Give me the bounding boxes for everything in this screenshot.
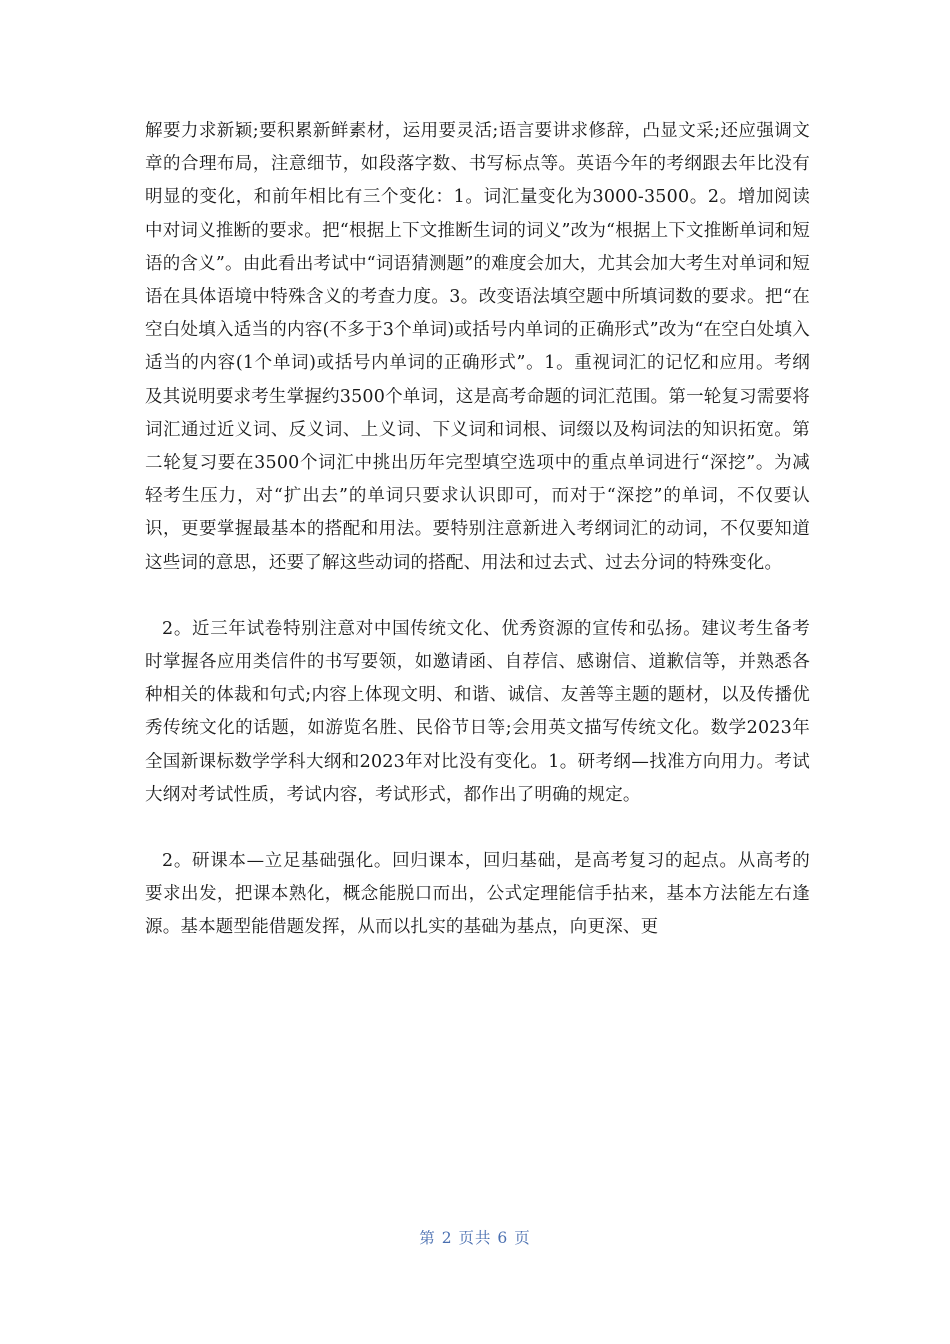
document-body [145,115,810,945]
paragraph: 解要力求新颖;要积累新鲜素材，运用要灵活;语言要讲求修辞，凸显文采;还应强调文章的合理布局，注意细节，如段落字数、书写标点等。英语今年的考纲跟去年比没有明显的变化，和前年相比有三个变化：1。词汇量变化为3000-3500。2。增加阅读中对词义推断的要求。把“根据上下文推断生词的词义”改为“根据上下文推断单词和短语的含义”。由此看出考试中“词语猜测题”的难度会加大，尤其会加大考生对单词和短语在具体语境中特殊含义的考查力度。3。改变语法填空题中所填词数的要求。把“在空白处填入适当的内容(不多于3个单词)或括号内单词的正确形式”改为“在空白处填入适当的内容(1个单词)或括号内单词的正确形式”。1。重视词汇的记忆和应用。考纲及其说明要求考生掌握约3500个单词，这是高考命题的词汇范围。第一轮复习需要将词汇通过近义词、反义词、上义词、下义词和词根、词缀以及构词法的知识拓宽。第二轮复习要在3500个词汇中挑出历年完型填空选项中的重点单词进行“深挖”。为减轻考生压力，对“扩出去”的单词只要求认识即可，而对于“深挖”的单词，不仅要认识，更要掌握最基本的搭配和用法。要特别注意新进入考纲词汇的动词，不仅要知道这些词的意思，还要了解这些动词的搭配、用法和过去式、过去分词的特殊变化。 [145,121,810,573]
paragraph: 2。近三年试卷特别注意对中国传统文化、优秀资源的宣传和弘扬。建议考生备考时掌握各应用类信件的书写要领，如邀请函、自荐信、感谢信、道歉信等，并熟悉各种相关的体裁和句式;内容上体现文明、和谐、诚信、友善等主题的题材，以及传播优秀传统文化的话题，如游览名胜、民俗节日等;会用英文描写传统文化。数学2023年全国新课标数学学科大纲和2023年对比没有变化。1。研考纲—找准方向用力。考试大纲对考试性质，考试内容，考试形式，都作出了明确的规定。 [145,618,810,805]
paragraph: 2。研课本—立足基础强化。回归课本，回归基础，是高考复习的起点。从高考的要求出发，把课本熟化，概念能脱口而出，公式定理能信手拈来，基本方法能左右逢源。基本题型能借题发挥，从而以扎实的基础为基点，向更深、更 [145,851,810,938]
page-number-footer: 第 2 页共 6 页 [419,1229,531,1247]
